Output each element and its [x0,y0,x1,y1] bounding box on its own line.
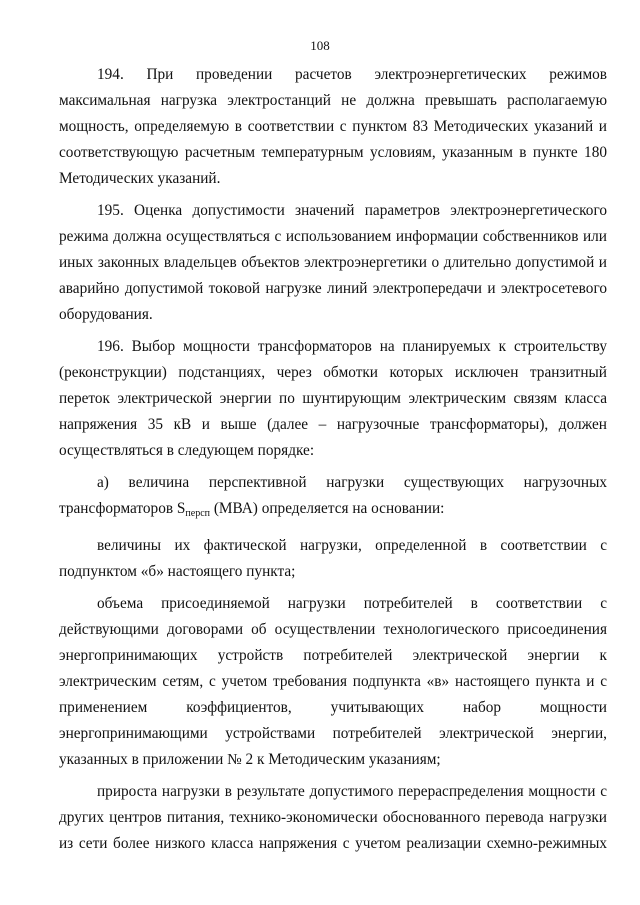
document-body [59,62,607,857]
item-a-paragraph [59,470,607,527]
paragraph-194: 194. При проведении расчетов электроэнергетических режимов максимальная нагрузка электростанций не должна превышать располагаемую мощность, определяемую в соответствии с пунктом 83 Методических указаний и соответствующую расчетным температурным условиям, указанным в пункте 180 Методических указаний. [59,66,607,187]
item-a-subscript: персп [185,508,210,519]
sub-paragraph-load-growth: прироста нагрузки в результате допустимого перераспределения мощности с других центров питания, технико-экономически обоснованного перевода нагрузки из сети более низкого класса напряжения с учетом реализации схемно-режимных [59,783,607,852]
sub-paragraph-connected-load: объема присоединяемой нагрузки потребителей в соответствии с действующими договорами об осуществлении технологического присоединения энергопринимающих устройств потребителей электрической энергии к электрическим сетям, с учетом требования подпункта «в» настоящего пункта и с применением коэффициентов, учитывающих набор мощности энергопринимающими устройствами потребителей электрической энергии, указанных в приложении № 2 к Методическим указаниям; [59,595,607,768]
paragraph-196: 196. Выбор мощности трансформаторов на планируемых к строительству (реконструкции) подстанциях, через обмотки которых исключен транзитный переток электрической энергии по шунтирующим электрическим связям класса напряжения 35 кВ и выше (далее – нагрузочные трансформаторы), должен осуществляться в следующем порядке: [59,338,607,459]
item-a-text-end: (МВА) определяется на основании: [210,500,445,517]
sub-paragraph-actual-load: величины их фактической нагрузки, определенной в соответствии с подпунктом «б» настоящего пункта; [59,537,607,580]
item-a-text: а) величина перспективной нагрузки существующих нагрузочных трансформаторов S [59,474,607,517]
page-number: 108 [310,38,330,53]
paragraph-195: 195. Оценка допустимости значений параметров электроэнергетического режима должна осуществляться с использованием информации собственников или иных законных владельцев объектов электроэнергетики о длительно допустимой и аварийно допустимой токовой нагрузке линий электропередачи и электросетевого оборудования. [59,202,607,323]
